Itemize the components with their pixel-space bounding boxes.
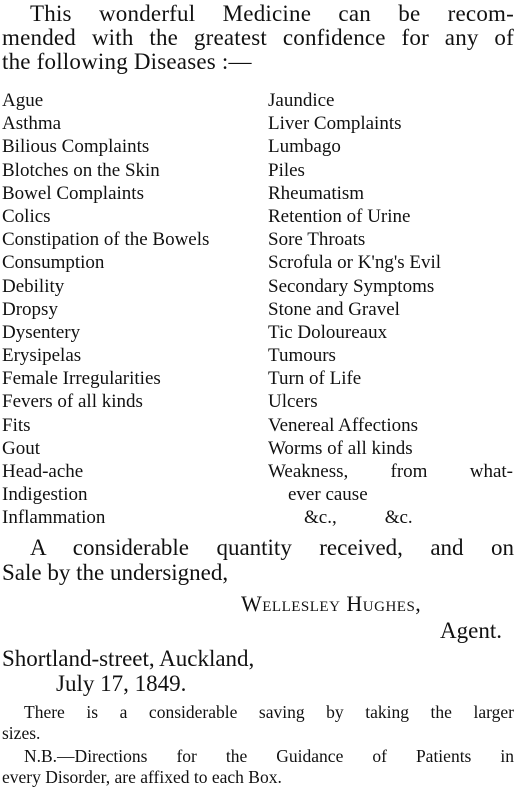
place-date: July 17, 1849. — [56, 671, 187, 696]
etc-row — [268, 506, 513, 529]
nb-note — [2, 746, 514, 788]
list-item: Consumption — [2, 252, 105, 274]
list-item: Secondary Symptoms — [268, 275, 435, 297]
list-item: Weakness, from what- — [268, 461, 513, 482]
list-item: Ulcers — [268, 391, 318, 413]
list-item: Tumours — [268, 345, 336, 367]
intro-line-3: the following Diseases :— — [2, 49, 252, 74]
list-item: Asthma — [2, 113, 62, 135]
agent-title: Agent. — [440, 618, 502, 643]
disease-list-right — [268, 89, 513, 530]
list-item: Head-ache — [2, 461, 84, 482]
list-item: Scrofula or K'ng's Evil — [268, 252, 442, 274]
list-item: Worms of all kinds — [268, 437, 413, 459]
place-address: Shortland-street, Auckland, — [2, 646, 255, 671]
list-item: Dysentery — [2, 321, 81, 343]
list-item: Tic Doloureaux — [268, 321, 388, 343]
list-item: Indigestion — [2, 484, 88, 506]
list-item: Retention of Urine — [268, 205, 411, 227]
list-item: Venereal Affections — [268, 414, 419, 436]
list-item: Colics — [2, 205, 51, 227]
list-item: Fevers of all kinds — [2, 391, 143, 413]
saving-note-line-1: There is a considerable saving by taking the larger — [24, 702, 514, 722]
list-item: Fits — [2, 414, 31, 436]
intro-line-1: This wonderful Medicine can be recom- — [30, 1, 514, 26]
list-item: Constipation of the Bowels — [2, 229, 210, 251]
intro-line-2: mended with the greatest confidence for any of — [2, 25, 514, 50]
list-item: Inflammation — [2, 507, 106, 529]
nb-note-line-1: N.B.—Directions for the Guidance of Patients in — [24, 746, 514, 766]
saving-note — [2, 702, 514, 744]
saving-note-line-2: sizes. — [2, 723, 41, 743]
disease-list-left — [2, 89, 209, 530]
list-item: Gout — [2, 437, 40, 459]
closing-line-2: Sale by the undersigned, — [2, 560, 229, 585]
list-item: Liver Complaints — [268, 113, 402, 135]
list-item: Dropsy — [2, 298, 58, 320]
list-item: Lumbago — [268, 136, 341, 158]
list-item: Debility — [2, 275, 65, 297]
list-item: Bilious Complaints — [2, 136, 150, 158]
list-item: Stone and Gravel — [268, 298, 400, 320]
list-item: Sore Throats — [268, 229, 366, 251]
list-item: Turn of Life — [268, 368, 362, 390]
list-item: Rheumatism — [268, 182, 365, 204]
etc-left: &c., — [304, 507, 337, 529]
list-item: Bowel Complaints — [2, 182, 144, 204]
list-item: Jaundice — [268, 90, 335, 111]
signature: Wellesley Hughes, — [241, 591, 422, 616]
closing-line-1: A considerable quantity received, and on — [30, 535, 514, 560]
list-item: Erysipelas — [2, 345, 82, 367]
list-item: Ague — [2, 90, 44, 111]
list-item: Blotches on the Skin — [2, 159, 160, 181]
etc-right: &c. — [384, 507, 413, 529]
nb-note-line-2: every Disorder, are affixed to each Box. — [2, 767, 282, 787]
list-item: Female Irregularities — [2, 368, 161, 390]
list-item: Piles — [268, 159, 305, 181]
list-item: ever cause — [288, 484, 368, 506]
